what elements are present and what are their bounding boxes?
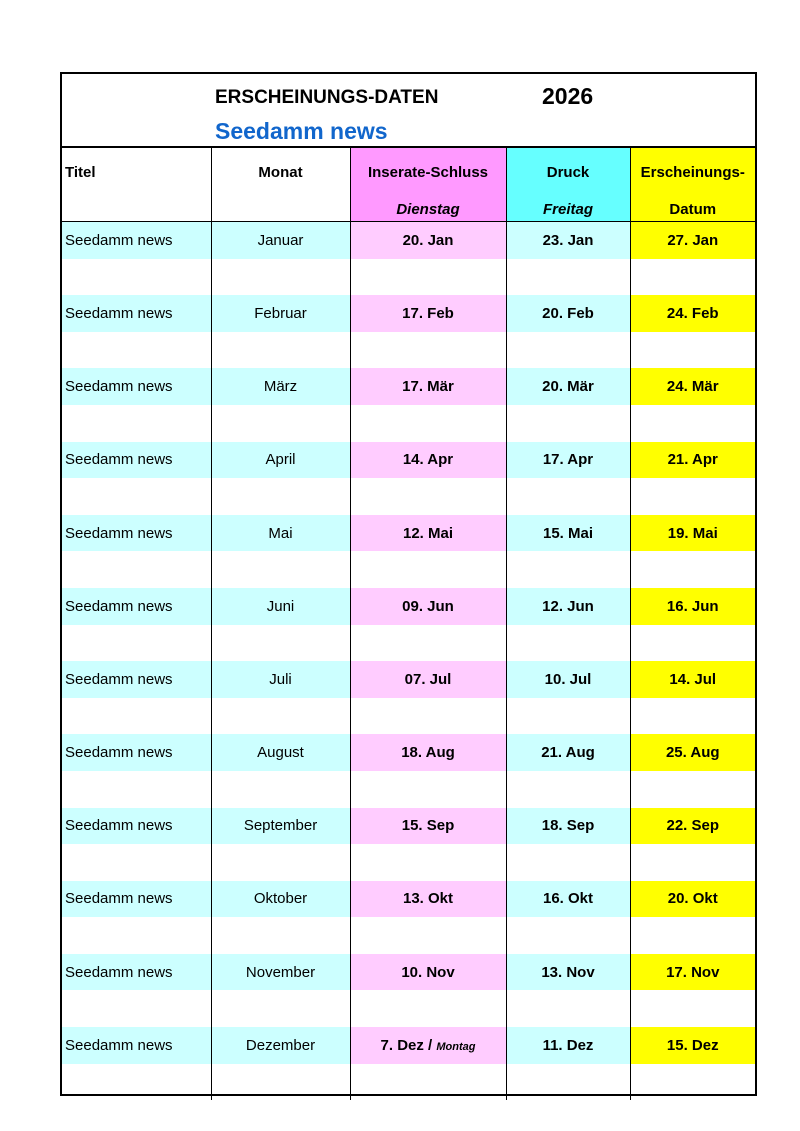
spacer-row — [62, 259, 755, 296]
month-cell: April — [211, 442, 350, 479]
empty-cell — [350, 405, 506, 442]
empty-cell — [630, 990, 755, 1027]
spacer-row — [62, 917, 755, 954]
erscheinungs-datum-cell: 22. Sep — [630, 808, 755, 845]
column-header-druck: Druck Freitag — [506, 148, 630, 222]
empty-cell — [506, 698, 630, 735]
empty-cell — [630, 405, 755, 442]
druck-cell: 15. Mai — [506, 515, 630, 552]
titel-cell: Seedamm news — [62, 368, 211, 405]
empty-cell — [506, 990, 630, 1027]
month-cell: Februar — [211, 295, 350, 332]
titel-cell: Seedamm news — [62, 295, 211, 332]
empty-cell — [350, 990, 506, 1027]
spacer-row — [62, 1064, 755, 1101]
empty-cell — [506, 405, 630, 442]
inserate-schluss-cell: 13. Okt — [350, 881, 506, 918]
spacer-row — [62, 698, 755, 735]
schedule-sheet — [60, 72, 757, 1096]
empty-cell — [62, 332, 211, 369]
document-title: ERSCHEINUNGS-DATEN — [215, 87, 439, 108]
empty-cell — [506, 771, 630, 808]
empty-cell — [630, 771, 755, 808]
titel-cell: Seedamm news — [62, 734, 211, 771]
empty-cell — [62, 844, 211, 881]
empty-cell — [506, 478, 630, 515]
spacer-row — [62, 551, 755, 588]
empty-cell — [62, 917, 211, 954]
empty-cell — [350, 478, 506, 515]
druck-cell: 17. Apr — [506, 442, 630, 479]
table-row — [62, 442, 755, 479]
erscheinungs-datum-cell: 25. Aug — [630, 734, 755, 771]
erscheinungs-datum-cell: 21. Apr — [630, 442, 755, 479]
empty-cell — [630, 332, 755, 369]
table-row — [62, 222, 755, 259]
empty-cell — [350, 771, 506, 808]
druck-cell: 21. Aug — [506, 734, 630, 771]
empty-cell — [506, 625, 630, 662]
titel-cell: Seedamm news — [62, 1027, 211, 1064]
druck-cell: 13. Nov — [506, 954, 630, 991]
empty-cell — [630, 259, 755, 296]
month-cell: Januar — [211, 222, 350, 259]
empty-cell — [211, 332, 350, 369]
inserate-schluss-cell: 07. Jul — [350, 661, 506, 698]
empty-cell — [350, 844, 506, 881]
table-row — [62, 808, 755, 845]
document-year: 2026 — [542, 83, 594, 109]
empty-cell — [211, 478, 350, 515]
table-row — [62, 295, 755, 332]
empty-cell — [506, 259, 630, 296]
empty-cell — [630, 478, 755, 515]
empty-cell — [350, 259, 506, 296]
empty-cell — [506, 551, 630, 588]
schedule-body — [62, 222, 755, 1101]
titel-cell: Seedamm news — [62, 588, 211, 625]
month-cell: August — [211, 734, 350, 771]
month-cell: Mai — [211, 515, 350, 552]
druck-cell: 18. Sep — [506, 808, 630, 845]
druck-cell: 10. Jul — [506, 661, 630, 698]
erscheinungs-datum-cell: 20. Okt — [630, 881, 755, 918]
spacer-row — [62, 844, 755, 881]
erscheinungs-datum-cell: 24. Mär — [630, 368, 755, 405]
empty-cell — [211, 844, 350, 881]
druck-cell: 16. Okt — [506, 881, 630, 918]
empty-cell — [350, 332, 506, 369]
titel-cell: Seedamm news — [62, 515, 211, 552]
druck-cell: 12. Jun — [506, 588, 630, 625]
druck-cell: 20. Mär — [506, 368, 630, 405]
erscheinungs-datum-cell: 27. Jan — [630, 222, 755, 259]
empty-cell — [62, 1064, 211, 1101]
table-row — [62, 881, 755, 918]
erscheinungs-datum-cell: 19. Mai — [630, 515, 755, 552]
empty-cell — [630, 917, 755, 954]
month-cell: Dezember — [211, 1027, 350, 1064]
empty-cell — [506, 917, 630, 954]
empty-cell — [506, 1064, 630, 1101]
erscheinungs-datum-cell: 15. Dez — [630, 1027, 755, 1064]
druck-cell: 23. Jan — [506, 222, 630, 259]
titel-cell: Seedamm news — [62, 442, 211, 479]
column-header-druck-day: Freitag — [542, 201, 593, 218]
empty-cell — [211, 551, 350, 588]
inserate-schluss-cell: 10. Nov — [350, 954, 506, 991]
empty-cell — [62, 990, 211, 1027]
empty-cell — [62, 551, 211, 588]
erscheinungs-datum-cell: 14. Jul — [630, 661, 755, 698]
document-subtitle: Seedamm news — [215, 118, 388, 144]
titel-cell: Seedamm news — [62, 661, 211, 698]
empty-cell — [62, 259, 211, 296]
empty-cell — [630, 551, 755, 588]
table-row — [62, 734, 755, 771]
empty-cell — [211, 625, 350, 662]
druck-cell: 11. Dez — [506, 1027, 630, 1064]
empty-cell — [211, 698, 350, 735]
empty-cell — [211, 771, 350, 808]
inserate-schluss-cell: 09. Jun — [350, 588, 506, 625]
table-row — [62, 1027, 755, 1064]
month-cell: Juni — [211, 588, 350, 625]
titel-cell: Seedamm news — [62, 954, 211, 991]
titel-cell: Seedamm news — [62, 881, 211, 918]
column-header-inserate-schluss: Inserate-Schluss Dienstag — [350, 148, 506, 222]
empty-cell — [350, 625, 506, 662]
empty-cell — [350, 698, 506, 735]
empty-cell — [211, 917, 350, 954]
empty-cell — [211, 259, 350, 296]
empty-cell — [506, 844, 630, 881]
druck-cell: 20. Feb — [506, 295, 630, 332]
inserate-schluss-cell: 20. Jan — [350, 222, 506, 259]
column-header-monat: Monat — [211, 148, 350, 222]
spacer-row — [62, 405, 755, 442]
column-header-inserate-day: Dienstag — [396, 201, 460, 218]
inserate-note: Montag — [436, 1040, 476, 1053]
inserate-schluss-cell: 12. Mai — [350, 515, 506, 552]
inserate-schluss-cell: 17. Feb — [350, 295, 506, 332]
erscheinungs-datum-cell: 24. Feb — [630, 295, 755, 332]
month-cell: November — [211, 954, 350, 991]
titel-cell: Seedamm news — [62, 222, 211, 259]
spacer-row — [62, 478, 755, 515]
empty-cell — [62, 771, 211, 808]
spacer-row — [62, 990, 755, 1027]
empty-cell — [62, 698, 211, 735]
month-cell: September — [211, 808, 350, 845]
column-header-titel: Titel — [62, 148, 211, 222]
titel-cell: Seedamm news — [62, 808, 211, 845]
inserate-schluss-cell: 7. Dez / Montag — [350, 1027, 506, 1064]
erscheinungs-datum-cell: 16. Jun — [630, 588, 755, 625]
spacer-row — [62, 771, 755, 808]
inserate-schluss-cell: 14. Apr — [350, 442, 506, 479]
table-row — [62, 954, 755, 991]
table-row — [62, 368, 755, 405]
empty-cell — [630, 625, 755, 662]
empty-cell — [630, 844, 755, 881]
empty-cell — [350, 1064, 506, 1101]
column-header-erscheinungs-datum: Erscheinungs- Datum — [630, 148, 755, 222]
table-row — [62, 661, 755, 698]
header-row — [62, 148, 755, 222]
spacer-row — [62, 625, 755, 662]
empty-cell — [211, 990, 350, 1027]
inserate-schluss-cell: 18. Aug — [350, 734, 506, 771]
table-row — [62, 515, 755, 552]
spacer-row — [62, 332, 755, 369]
empty-cell — [62, 625, 211, 662]
inserate-schluss-cell: 17. Mär — [350, 368, 506, 405]
inserate-schluss-cell: 15. Sep — [350, 808, 506, 845]
empty-cell — [211, 1064, 350, 1101]
empty-cell — [630, 698, 755, 735]
month-cell: März — [211, 368, 350, 405]
empty-cell — [630, 1064, 755, 1101]
title-row — [62, 74, 755, 148]
empty-cell — [350, 551, 506, 588]
empty-cell — [62, 405, 211, 442]
empty-cell — [350, 917, 506, 954]
month-cell: Oktober — [211, 881, 350, 918]
empty-cell — [62, 478, 211, 515]
month-cell: Juli — [211, 661, 350, 698]
empty-cell — [211, 405, 350, 442]
empty-cell — [506, 332, 630, 369]
schedule-table — [62, 148, 755, 1100]
table-row — [62, 588, 755, 625]
erscheinungs-datum-cell: 17. Nov — [630, 954, 755, 991]
